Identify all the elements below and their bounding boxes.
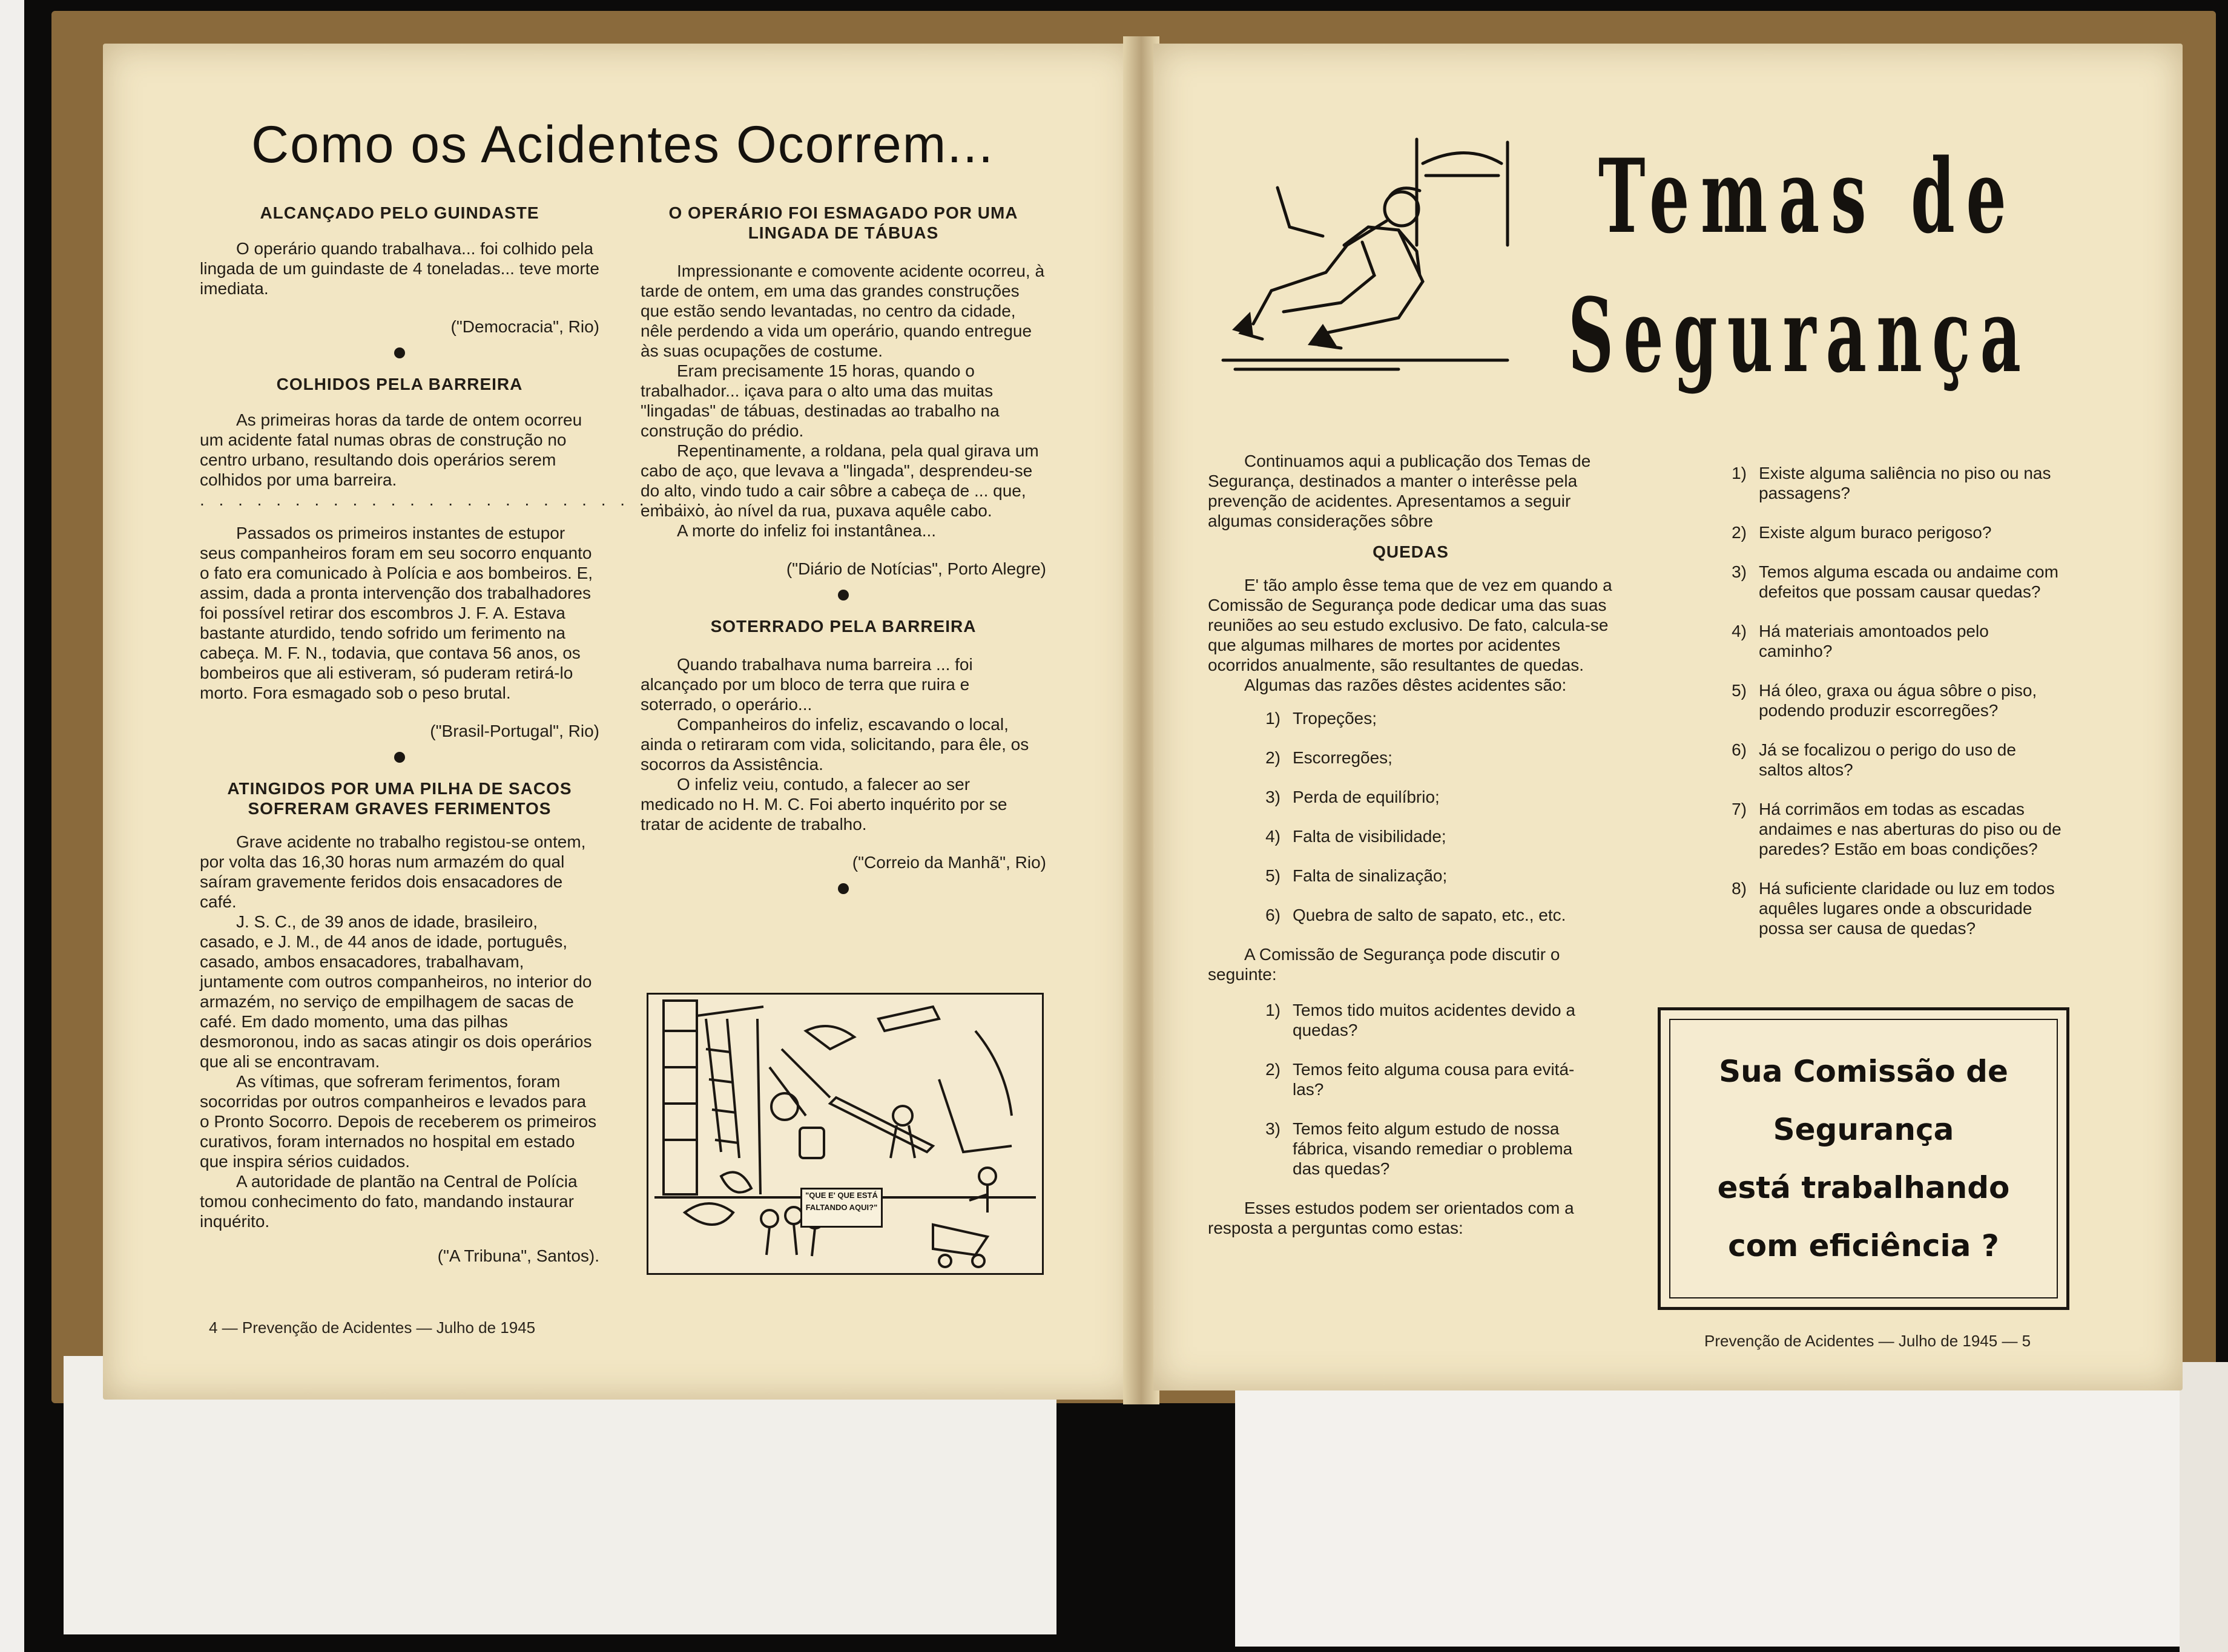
list-item: 2) Escorregões; bbox=[1265, 748, 1392, 767]
left-page-title: Como os Acidentes Ocorrem... bbox=[251, 116, 994, 174]
article-body: O infeliz veiu, contudo, a falecer ao ser medicado no H. M. C. Foi aberto inquérito por se tratar de acidente de trabalho. bbox=[641, 775, 1007, 834]
separator-bullet bbox=[394, 347, 405, 358]
article-body: Impressionante e comovente acidente ocorreu, à tarde de ontem, em uma das grandes construções que estão sendo levantadas, no centro da cidade, nêle perdendo a vida um operário, quando entregue às suas ocupações de costume. bbox=[641, 262, 1045, 360]
callout-inner-frame bbox=[1669, 1019, 2058, 1298]
right-page-title-line2: Segurança bbox=[1568, 275, 2031, 395]
section-paragraph: E' tão amplo êsse tema que de vez em quando a Comissão de Segurança pode dedicar uma das suas reuniões ao seu estudo exclusivo. De fato, calcula-se que algumas milhares de mortes por acidentes ocorridos anualmente, são resultantes de quedas. bbox=[1208, 576, 1612, 674]
article-body: O operário quando trabalhava... foi colhido pela lingada de um guindaste de 4 toneladas... teve morte imediata. bbox=[200, 239, 599, 298]
left-column bbox=[200, 203, 725, 1266]
article-source: ("Brasil-Portugal", Rio) bbox=[430, 722, 599, 740]
cartoon-sign: "QUE E' QUE ESTÁ FALTANDO AQUI?" bbox=[800, 1188, 883, 1228]
falling-worker-icon bbox=[1217, 130, 1532, 390]
list-item: 1) Existe alguma saliência no piso ou nas passagens? bbox=[1732, 464, 2051, 502]
article-body: J. S. C., de 39 anos de idade, brasileiro, casado, e J. M., de 44 anos de idade, português, casado, ambos ensacadores, trabalhavam, juntamente com outros companheiros, no interior do armazém, no serviço de empilhagem de sacas de café. Em dado momento, uma das pilhas desmoronou, indo as sacas atingir os dois operários que ali se encontravam. bbox=[200, 912, 592, 1071]
reasons-list bbox=[1250, 708, 1577, 925]
list-item: 4) Há materiais amontoados pelo caminho? bbox=[1732, 622, 1989, 660]
list-item: 5) Falta de sinalização; bbox=[1265, 866, 1448, 885]
reasons-intro: Algumas das razões dêstes acidentes são: bbox=[1244, 676, 1567, 694]
construction-site-cartoon bbox=[647, 993, 1044, 1275]
list-item: 3) Perda de equilíbrio; bbox=[1265, 788, 1440, 806]
article-body: As vítimas, que sofreram ferimentos, foram socorridas por outros companheiros e levados para o Pronto Socorro. Depois de receberem os primeiros curativos, foram internados no hospital em estado que inspira sérios cuidados. bbox=[200, 1072, 597, 1171]
white-paper-pad-right bbox=[1235, 1362, 2180, 1647]
article-heading-sacos: ATINGIDOS POR UMA PILHA DE SACOS SOFRERAM GRAVES FERIMENTOS bbox=[227, 779, 572, 818]
intro-paragraph: Continuamos aqui a publicação dos Temas de Segurança, destinados a manter o interêsse pela prevenção de acidentes. Apresentamos a seguir algumas considerações sôbre bbox=[1208, 452, 1591, 530]
list-item: 7) Há corrimãos em todas as escadas andaimes e nas aberturas do piso ou de paredes? Estão em boas condições? bbox=[1732, 800, 2062, 858]
safety-commission-callout-box bbox=[1658, 1007, 2069, 1310]
article-body: Repentinamente, a roldana, pela qual girava um cabo de aço, que levava a "lingada", desprendeu-se do alto, vindo tudo a cair sôbre a cabeça de ... que, embaixo, ao nível da rua, puxava aquêle cabo. bbox=[641, 441, 1039, 520]
falling-worker-illustration bbox=[1217, 130, 1532, 390]
article-source: ("A Tribuna", Santos). bbox=[437, 1246, 599, 1265]
article-body: Quando trabalhava numa barreira ... foi alcançado por um bloco de terra que ruira e soterrado, o operário... bbox=[641, 655, 973, 714]
right-page-title-line1: Temas de bbox=[1598, 136, 2018, 256]
separator-bullet bbox=[394, 752, 405, 763]
article-body: A morte do infeliz foi instantânea... bbox=[677, 521, 937, 540]
discuss-list bbox=[1250, 1000, 1577, 1179]
left-page-footer: 4 — Prevenção de Acidentes — Julho de 1945 bbox=[209, 1318, 536, 1337]
cartoon-drawing-icon bbox=[648, 995, 1042, 1273]
article-body: Passados os primeiros instantes de estupor seus companheiros foram em seu socorro enquanto o fato era comunicado à Polícia e aos bombeiros. E, assim, dada a pronta intervenção dos trabalhadores foi possível retirar dos escombros J. F. A. Estava bastante aturdido, tendo sofrido um ferimento na cabeça. M. F. N., todavia, que contava 56 anos, os bombeiros que ali estiveram, só puderam retirá-lo morto. Fora esmagado sob o peso brutal. bbox=[200, 524, 593, 702]
list-item: 3) Temos alguma escada ou andaime com defeitos que possam causar quedas? bbox=[1732, 562, 2058, 601]
right-page-footer: Prevenção de Acidentes — Julho de 1945 — 5 bbox=[1704, 1332, 2031, 1350]
white-paper-pad-edge bbox=[2180, 1362, 2228, 1652]
article-heading-barreira: COLHIDOS PELA BARREIRA bbox=[276, 375, 523, 393]
separator-bullet bbox=[838, 590, 849, 601]
callout-line: Segurança bbox=[1773, 1112, 1954, 1147]
list-item: 1) Tropeções; bbox=[1265, 709, 1377, 728]
article-body: Eram precisamente 15 horas, quando o trabalhador... içava para o alto uma das muitas "lingadas" de tábuas, destinadas ao trabalho na construção do prédio. bbox=[641, 361, 1000, 440]
article-source: ("Correio da Manhã", Rio) bbox=[852, 853, 1046, 872]
list-item: 6) Quebra de salto de sapato, etc., etc. bbox=[1265, 906, 1566, 924]
list-item: 4) Falta de visibilidade; bbox=[1265, 827, 1446, 846]
questions-list bbox=[1716, 463, 2062, 938]
article-body: A autoridade de plantão na Central de Polícia tomou conhecimento do fato, mandando instaurar inquérito. bbox=[200, 1172, 578, 1231]
ellipsis-line: . . . . . . . . . . . . . . . . . . . . . . . . . . . . bbox=[200, 490, 725, 509]
list-item: 3) Temos feito algum estudo de nossa fábrica, visando remediar o problema das quedas? bbox=[1265, 1119, 1573, 1178]
list-item: 2) Temos feito alguma cousa para evitá-las? bbox=[1265, 1060, 1575, 1099]
separator-bullet bbox=[838, 883, 849, 894]
scanner-bed-left bbox=[0, 0, 24, 1652]
article-heading-tabuas: O OPERÁRIO FOI ESMAGADO POR UMA LINGADA DE TÁBUAS bbox=[668, 203, 1018, 242]
article-body: Grave acidente no trabalho registou-se ontem, por volta das 16,30 horas num armazém do qual saíram gravemente feridos dois ensacadores de café. bbox=[200, 832, 586, 911]
section-heading-quedas: QUEDAS bbox=[1373, 542, 1449, 561]
callout-line: Sua Comissão de bbox=[1719, 1054, 2008, 1089]
article-heading-soterrado: SOTERRADO PELA BARREIRA bbox=[710, 617, 977, 636]
callout-line: com eficiência ? bbox=[1728, 1228, 1999, 1263]
list-item: 5) Há óleo, graxa ou água sôbre o piso, podendo produzir escorregões? bbox=[1732, 681, 2037, 720]
right-page-first-column bbox=[1208, 451, 1613, 1238]
list-item: 6) Já se focalizou o perigo do uso de saltos altos? bbox=[1732, 740, 2016, 779]
discuss-intro: A Comissão de Segurança pode discutir o seguinte: bbox=[1208, 945, 1560, 984]
studies-paragraph: Esses estudos podem ser orientados com a resposta a perguntas como estas: bbox=[1208, 1199, 1574, 1237]
article-body: As primeiras horas da tarde de ontem ocorreu um acidente fatal numas obras de construção no centro urbano, resultando dois operários serem colhidos por uma barreira. bbox=[200, 410, 582, 489]
list-item: 8) Há suficiente claridade ou luz em todos aquêles lugares onde a obscuridade possa ser causa de quedas? bbox=[1732, 879, 2055, 938]
list-item: 1) Temos tido muitos acidentes devido a quedas? bbox=[1265, 1001, 1575, 1039]
right-page-second-column bbox=[1716, 463, 2062, 958]
article-source: ("Democracia", Rio) bbox=[450, 317, 599, 336]
article-heading-guindaste: ALCANÇADO PELO GUINDASTE bbox=[260, 203, 539, 222]
article-body: Companheiros do infeliz, escavando o local, ainda o retiraram com vida, solicitando, para êle, os socorros da Assistência. bbox=[641, 715, 1029, 774]
list-item: 2) Existe algum buraco perigoso? bbox=[1732, 523, 1992, 542]
left-page-second-column bbox=[641, 203, 1046, 910]
article-source: ("Diário de Notícias", Porto Alegre) bbox=[786, 559, 1046, 578]
callout-line: está trabalhando bbox=[1717, 1170, 2010, 1205]
